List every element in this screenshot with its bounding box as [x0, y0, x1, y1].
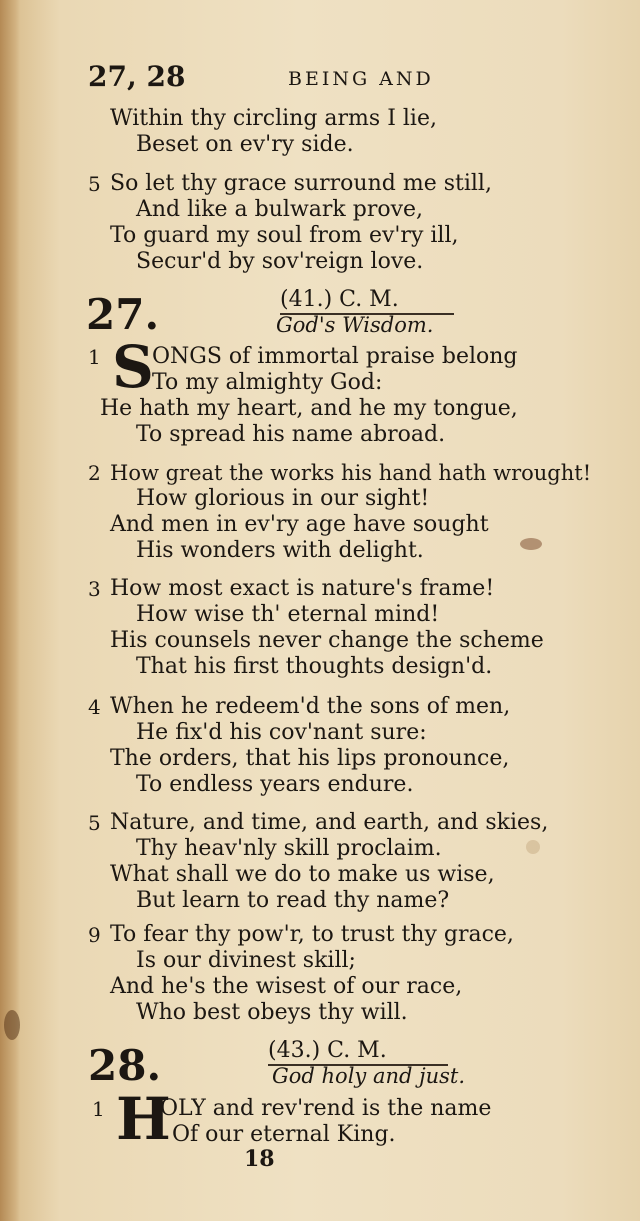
hymn-subtitle: God's Wisdom. [276, 313, 434, 337]
verse-line: Beset on ev'ry side. [136, 132, 354, 157]
running-head [88, 60, 448, 96]
verse-line: When he redeem'd the sons of men, [110, 694, 511, 719]
drop-cap: S [112, 333, 154, 401]
stanza-number: 9 [88, 923, 101, 947]
verse-line: That his first thoughts design'd. [136, 654, 493, 679]
ink-stain [520, 538, 542, 550]
verse-line: Is our divinest skill; [136, 948, 356, 973]
stanza-number: 4 [88, 695, 101, 719]
verse-line: Who best obeys thy will. [136, 1000, 408, 1025]
verse-line: How great the works his hand hath wrought! [110, 461, 592, 485]
verse-line: To endless years endure. [136, 772, 414, 797]
verse-line: So let thy grace surround me still, [110, 171, 492, 196]
tune-meter: (43.) C. M. [268, 1038, 387, 1063]
verse-line: How wise th' eternal mind! [136, 602, 440, 627]
verse-line: But learn to read thy name? [136, 888, 450, 913]
ink-stain [4, 1010, 20, 1040]
verse-line: And men in ev'ry age have sought [110, 512, 489, 537]
verse-line: And he's the wisest of our race, [110, 974, 463, 999]
verse-line: And like a bulwark prove, [136, 197, 424, 222]
running-head-title: BEING AND [288, 68, 434, 90]
verse-line: The orders, that his lips pronounce, [110, 746, 510, 771]
verse-line: OLY and rev'rend is the name [160, 1096, 492, 1121]
stanza-number: 2 [88, 461, 101, 485]
hymn-number: 28. [88, 1041, 162, 1090]
verse-line: To fear thy pow'r, to trust thy grace, [110, 922, 514, 947]
verse-line: He fix'd his cov'nant sure: [136, 720, 427, 745]
verse-line: Thy heav'nly skill proclaim. [136, 836, 442, 861]
verse-line: Secur'd by sov'reign love. [136, 249, 424, 274]
stanza-number: 1 [92, 1097, 105, 1121]
hymn-number: 27. [86, 290, 160, 339]
verse-line: Within thy circling arms I lie, [110, 106, 437, 131]
running-head-numbers: 27, 28 [88, 60, 186, 93]
stanza-number: 5 [88, 172, 101, 196]
verse-line: To my almighty God: [152, 370, 383, 395]
verse-line: How most exact is nature's frame! [110, 576, 495, 601]
verse-line: ONGS of immortal praise belong [152, 344, 518, 369]
stanza-number: 5 [88, 811, 101, 835]
verse-line: His counsels never change the scheme [110, 628, 544, 653]
drop-cap: H [116, 1085, 171, 1153]
page-number: 18 [244, 1146, 275, 1172]
verse-line: What shall we do to make us wise, [110, 862, 495, 887]
stanza-number: 3 [88, 577, 101, 601]
verse-line: Nature, and time, and earth, and skies, [110, 810, 549, 835]
hymn-subtitle: God holy and just. [272, 1064, 466, 1088]
paper-spot [526, 840, 540, 854]
verse-line: Of our eternal King. [172, 1122, 396, 1147]
verse-line: His wonders with delight. [136, 538, 424, 563]
verse-line: To guard my soul from ev'ry ill, [110, 223, 459, 248]
stanza-number: 1 [88, 345, 101, 369]
verse-line: To spread his name abroad. [136, 422, 446, 447]
tune-meter: (41.) C. M. [280, 287, 399, 312]
verse-line: How glorious in our sight! [136, 486, 430, 511]
verse-line: He hath my heart, and he my tongue, [100, 396, 518, 421]
